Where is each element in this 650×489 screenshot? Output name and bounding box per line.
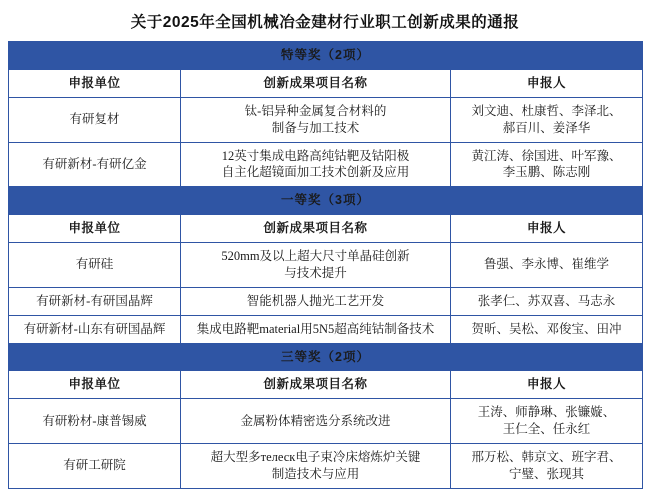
awards-table	[8, 41, 643, 489]
table-row	[9, 97, 643, 142]
cell-project	[181, 142, 451, 187]
cell-applicants-line: 鲁强、李永博、崔维学	[484, 257, 610, 272]
cell-applicants-line: 宁璧、张现其	[509, 466, 585, 481]
table-row	[9, 243, 643, 288]
column-header-applicants: 申报人	[451, 69, 643, 97]
cell-project	[181, 315, 451, 343]
cell-project	[181, 399, 451, 444]
cell-applicants-line: 张孝仁、苏双喜、马志永	[477, 293, 616, 308]
cell-applicants-line: 黄江涛、徐国进、叶军豫、	[471, 148, 622, 163]
cell-unit: 有研粉材-康普锡威	[9, 399, 181, 444]
table-row	[9, 444, 643, 489]
cell-project-line: 钛-铝异种金属复合材料的	[244, 103, 387, 118]
cell-applicants-line: 邢万松、韩京文、班字君、	[471, 450, 622, 464]
cell-project	[181, 444, 451, 489]
column-header-row	[9, 215, 643, 243]
column-header-unit: 申报单位	[9, 69, 181, 97]
cell-applicants	[451, 97, 643, 142]
cell-project-line: 520mm及以上超大尺寸单晶硅创新	[221, 249, 410, 263]
column-header-applicants: 申报人	[451, 215, 643, 243]
cell-applicants-line: 刘文迪、杜康哲、李泽北、	[471, 103, 622, 118]
cell-unit: 有研新材-山东有研国晶辉	[9, 315, 181, 343]
cell-unit: 有研硅	[9, 243, 181, 288]
cell-project-line: 智能机器人抛光工艺开发	[246, 293, 385, 308]
section-band-row	[9, 42, 643, 70]
cell-project-line: 超大型多телеск电子束冷床熔炼炉关键	[210, 450, 421, 464]
column-header-project: 创新成果项目名称	[181, 69, 451, 97]
column-header-applicants: 申报人	[451, 371, 643, 399]
table-row	[9, 315, 643, 343]
cell-applicants-line: 王仁全、任永红	[502, 422, 591, 437]
column-header-row	[9, 69, 643, 97]
cell-applicants	[451, 142, 643, 187]
cell-applicants-line: 郝百川、姜泽华	[502, 120, 591, 135]
table-row	[9, 142, 643, 187]
cell-applicants	[451, 444, 643, 489]
table-row	[9, 287, 643, 315]
cell-project	[181, 243, 451, 288]
table-row	[9, 399, 643, 444]
section-band-row	[9, 343, 643, 371]
cell-applicants-line: 王涛、师静琳、张镰嫙、	[477, 405, 616, 420]
cell-applicants-line: 贺昕、吴松、邓俊宝、田冲	[471, 321, 622, 336]
section-band-label: 三等奖（2项）	[9, 343, 643, 371]
section-band-label: 特等奖（2项）	[9, 42, 643, 70]
cell-project-line: 集成电路靶material用5N5超高纯钴制备技术	[196, 321, 435, 336]
column-header-unit: 申报单位	[9, 215, 181, 243]
cell-project-line: 制造技术与应用	[271, 466, 360, 481]
column-header-project: 创新成果项目名称	[181, 371, 451, 399]
cell-project-line: 制备与加工技术	[271, 120, 360, 135]
cell-unit: 有研复材	[9, 97, 181, 142]
section-band-label: 一等奖（3项）	[9, 187, 643, 215]
cell-project	[181, 97, 451, 142]
column-header-project: 创新成果项目名称	[181, 215, 451, 243]
page-title: 关于2025年全国机械冶金建材行业职工创新成果的通报	[130, 14, 520, 31]
cell-unit: 有研新材-有研亿金	[9, 142, 181, 187]
cell-applicants-line: 李玉鹏、陈志刚	[502, 165, 591, 180]
cell-unit: 有研新材-有研国晶辉	[9, 287, 181, 315]
column-header-unit: 申报单位	[9, 371, 181, 399]
cell-project	[181, 287, 451, 315]
cell-unit: 有研工研院	[9, 444, 181, 489]
cell-applicants	[451, 315, 643, 343]
cell-applicants	[451, 399, 643, 444]
cell-project-line: 12英寸集成电路高纯钴靶及钴阳极	[221, 148, 410, 163]
cell-project-line: 金属粉体精密选分系统改进	[240, 413, 391, 428]
cell-applicants	[451, 243, 643, 288]
cell-applicants	[451, 287, 643, 315]
column-header-row	[9, 371, 643, 399]
cell-project-line: 与技术提升	[284, 265, 347, 280]
cell-project-line: 自主化超镜面加工技术创新及应用	[221, 165, 410, 180]
section-band-row	[9, 187, 643, 215]
